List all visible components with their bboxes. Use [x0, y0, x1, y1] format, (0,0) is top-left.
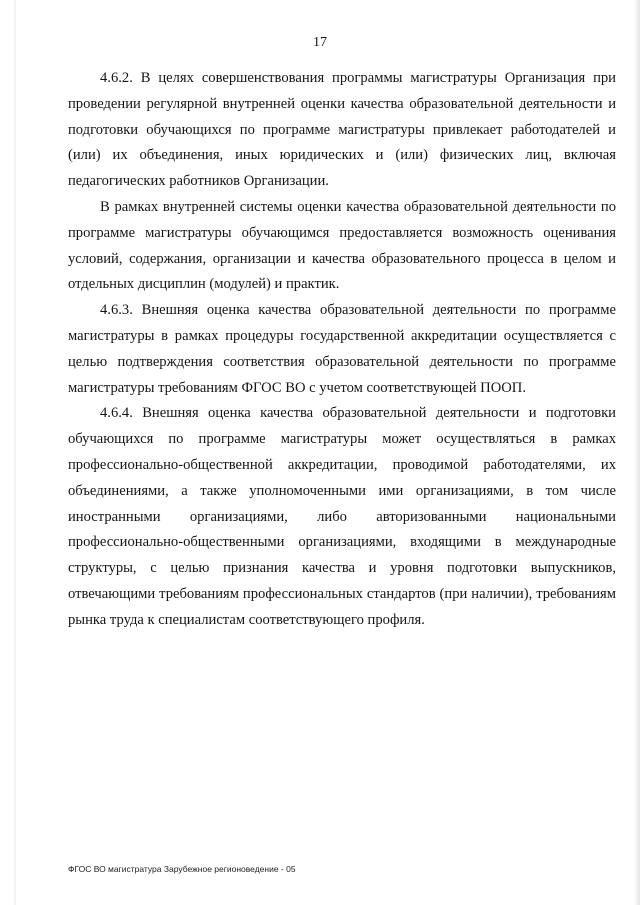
page-edge-shadow: [634, 0, 640, 905]
body-text: [68, 66, 616, 634]
paragraph-4-6-4: 4.6.4. Внешняя оценка качества образовательной деятельности и подготовки обучающихся по программе магистратуры может осуществляться в рамках профессионально-общественной аккредитации, проводимой работодателями, их объединениями, а также уполномоченными ими организациями, в том числе иностранными организациями, либо авторизованными национальными профессионально-общественными организациями, входящими в международные структуры, с целью признания качества и уровня подготовки выпускников, отвечающими требованиям профессиональных стандартов (при наличии), требованиям рынка труда к специалистам соответствующего профиля.: [68, 405, 616, 628]
paragraph-internal-assessment: В рамках внутренней системы оценки качества образовательной деятельности по программе магистратуры обучающимся предоставляется возможность оценивания условий, содержания, организации и качества образовательного процесса в целом и отдельных дисциплин (модулей) и практик.: [68, 198, 616, 293]
scan-artifact: [14, 0, 16, 905]
page-number: 17: [313, 35, 327, 50]
page-footer: ФГОС ВО магистратура Зарубежное регионоведение - 05: [68, 864, 296, 874]
paragraph-4-6-2: 4.6.2. В целях совершенствования программы магистратуры Организация при проведении регулярной внутренней оценки качества образовательной деятельности и подготовки обучающихся по программе магистратуры привлекает работодателей и (или) их объединения, иных юридических и (или) физических лиц, включая педагогических работников Организации.: [68, 70, 616, 190]
paragraph-4-6-3: 4.6.3. Внешняя оценка качества образовательной деятельности по программе магистратуры в рамках процедуры государственной аккредитации осуществляется с целью подтверждения соответствия образовательной деятельности по программе магистратуры требованиям ФГОС ВО с учетом соответствующей ПООП.: [68, 302, 616, 396]
